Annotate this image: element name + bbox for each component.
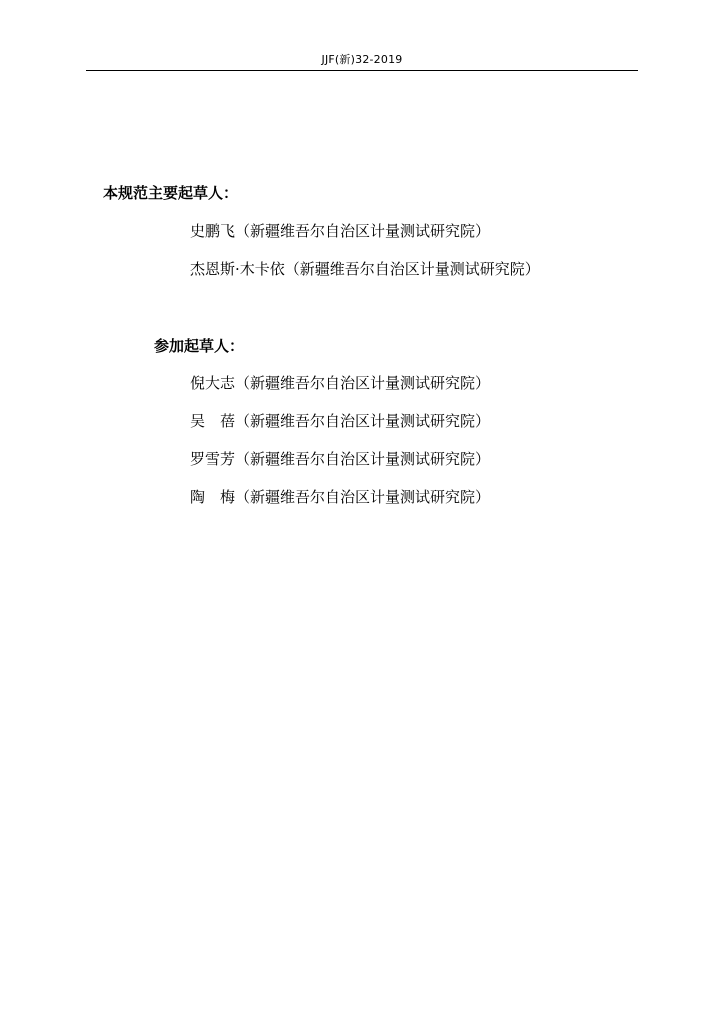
drafter-name: 史鹏飞: [190, 222, 236, 240]
drafter-name: 陶 梅: [190, 488, 236, 506]
drafter-organization: （新疆维吾尔自治区计量测试研究院）: [235, 222, 491, 240]
participating-drafters-heading: 参加起草人：: [154, 337, 245, 355]
main-drafters-heading: 本规范主要起草人：: [103, 184, 239, 202]
drafter-organization: （新疆维吾尔自治区计量测试研究院）: [235, 450, 491, 468]
main-drafter-entry: [190, 221, 490, 241]
participating-drafter-entry: [190, 373, 490, 393]
participating-drafter-entry: [190, 449, 490, 469]
drafter-organization: （新疆维吾尔自治区计量测试研究院）: [235, 412, 491, 430]
main-drafter-entry: [190, 259, 540, 279]
drafter-organization: （新疆维吾尔自治区计量测试研究院）: [284, 260, 540, 278]
participating-drafter-entry: [190, 411, 490, 431]
drafter-organization: （新疆维吾尔自治区计量测试研究院）: [235, 374, 491, 392]
drafter-name: 倪大志: [190, 374, 236, 392]
drafter-organization: （新疆维吾尔自治区计量测试研究院）: [235, 488, 491, 506]
drafter-name: 杰恩斯·木卡依: [190, 260, 285, 278]
document-code: JJF(新)32-2019: [321, 53, 403, 66]
drafter-name: 吴 蓓: [190, 412, 236, 430]
page-header: [86, 52, 638, 71]
drafter-name: 罗雪芳: [190, 450, 236, 468]
participating-drafter-entry: [190, 487, 490, 507]
